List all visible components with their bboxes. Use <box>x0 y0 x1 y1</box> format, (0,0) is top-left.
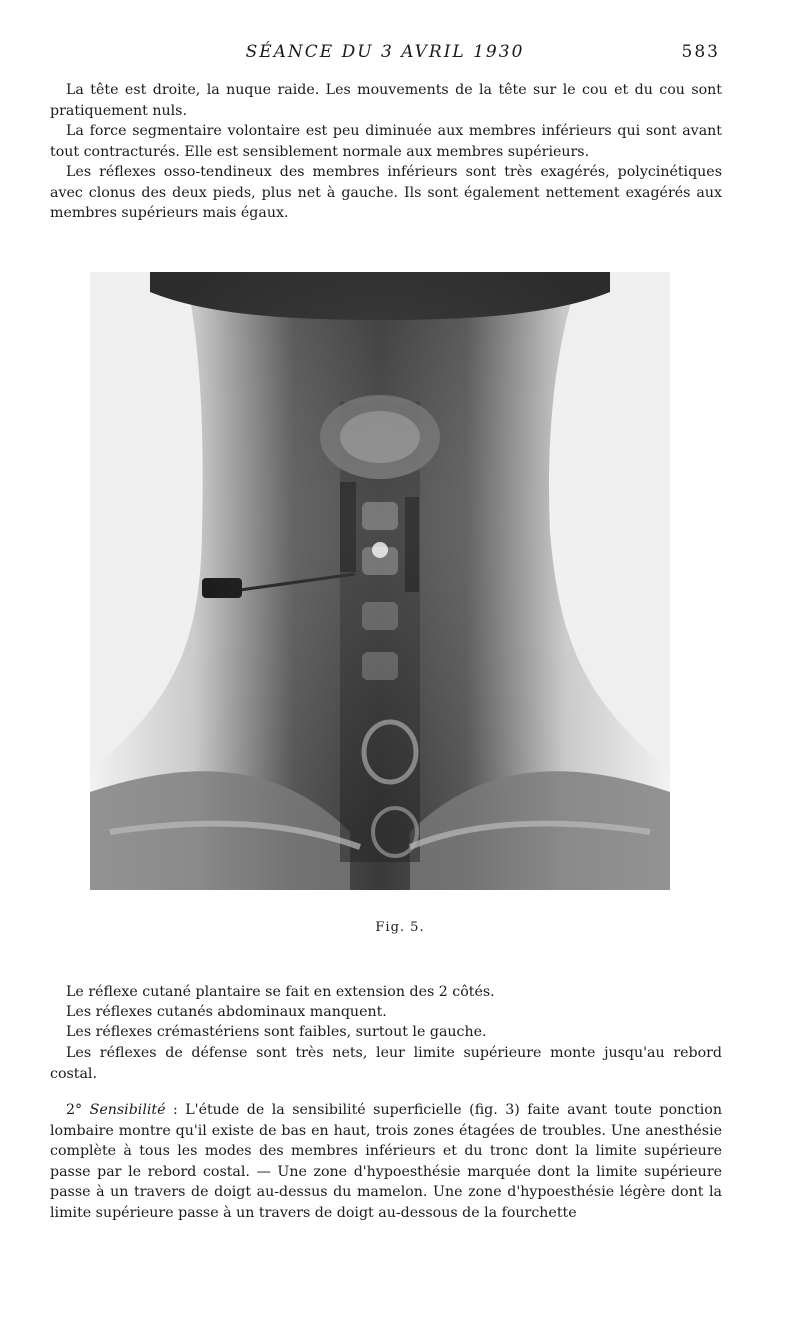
page-number: 583 <box>681 42 720 62</box>
paragraph-head-neck: La tête est droite, la nuque raide. Les mouvements de la tête sur le cou et du cou sont pratiquement nuls. <box>50 82 722 119</box>
section-text: : L'étude de la sensibilité superficielle (fig. 3) faite avant toute ponction lombaire montre qu'il existe de bas en haut, trois zones étagées de troubles. Une anesthésie complète à tous les modes des membres inférieurs et du tronc dont la limite supérieure passe par le rebord costal. — Une zone d'hypoesthésie marquée dont la limite supérieure passe à un travers de doigt au-dessus du mamelon. Une zone d'hypoesthésie légère dont la limite supérieure passe à un travers de doigt au-dessous de la fourchette <box>50 1102 722 1221</box>
paragraph-force: La force segmentaire volontaire est peu diminuée aux membres inférieurs qui sont avant tout contracturés. Elle est sensiblement normale aux membres supérieurs. <box>50 123 722 160</box>
section-number: 2° <box>66 1102 83 1118</box>
running-header <box>50 42 720 66</box>
paragraph-abdominal: Les réflexes cutanés abdominaux manquent. <box>66 1004 387 1020</box>
running-title: SÉANCE DU 3 AVRIL 1930 <box>245 42 525 62</box>
xray-image <box>90 272 670 890</box>
paragraph-plantar: Le réflexe cutané plantaire se fait en extension des 2 côtés. <box>66 984 495 1000</box>
xray-figure <box>90 272 670 890</box>
section-heading: Sensibilité <box>89 1102 166 1118</box>
paragraph-cremasteric: Les réflexes crémastériens sont faibles, surtout le gauche. <box>66 1024 487 1040</box>
figure-caption: Fig. 5. <box>375 920 425 935</box>
paragraph-sensibilite <box>50 1100 722 1223</box>
paragraph-reflexes-osseous: Les réflexes osso-tendineux des membres inférieurs sont très exagérés, polycinétiques avec clonus des deux pieds, plus net à gauche. Ils sont également nettement exagérés aux membres supérieurs mais égaux. <box>50 164 722 221</box>
paragraph-defense: Les réflexes de défense sont très nets, leur limite supérieure monte jusqu'au rebord costal. <box>50 1045 722 1082</box>
